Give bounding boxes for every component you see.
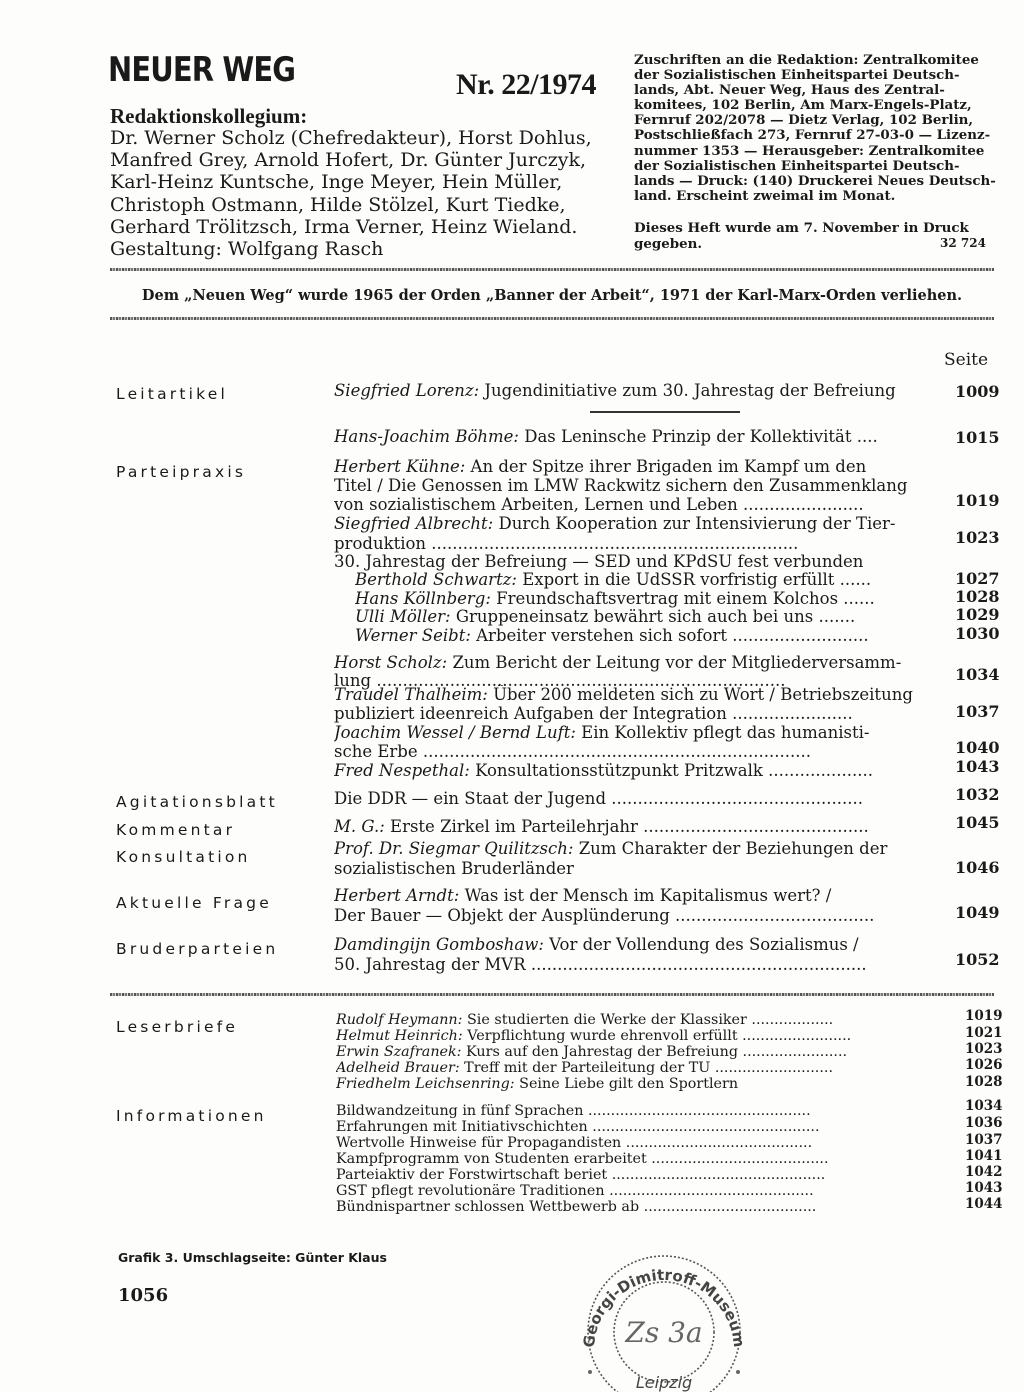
- toc-entry-cont: 50. Jahrestag der MVR ................................................................: [334, 955, 867, 974]
- toc-title: Export in die UdSSR vorfristig erfüllt ......: [516, 570, 872, 589]
- toc-entry[interactable]: [336, 1044, 940, 1060]
- toc-entry[interactable]: [334, 817, 938, 836]
- toc-title: An der Spitze ihrer Brigaden im Kampf um den: [465, 457, 867, 476]
- toc-entry-cont: Der Bauer — Objekt der Ausplünderung ......................................: [334, 906, 875, 925]
- toc-title: Arbeiter verstehen sich sofort ..........................: [470, 626, 869, 645]
- toc-page: 1034: [965, 1098, 1003, 1114]
- toc-author: Adelheid Brauer:: [336, 1060, 460, 1076]
- toc-entry[interactable]: [334, 935, 938, 954]
- contact-line: komitees, 102 Berlin, Am Marx-Engels-Platz,: [634, 97, 972, 114]
- section-leserbriefe: Leserbriefe: [116, 1018, 239, 1036]
- section-leitartikel: Leitartikel: [116, 385, 229, 403]
- toc-entry[interactable]: [334, 427, 938, 446]
- toc-entry[interactable]: [334, 653, 938, 672]
- toc-author: Fred Nespethal:: [334, 761, 470, 780]
- toc-entry[interactable]: [336, 1076, 940, 1092]
- toc-page: 1028: [965, 1074, 1003, 1090]
- toc-author: Prof. Dr. Siegmar Quilitzsch:: [334, 839, 574, 858]
- toc-page: 1040: [955, 738, 1000, 757]
- toc-page: 1052: [955, 950, 1000, 969]
- contact-line: der Sozialistischen Einheitspartei Deutsch-: [634, 157, 960, 174]
- board-line: Dr. Werner Scholz (Chefredakteur), Horst Dohlus,: [110, 127, 592, 149]
- toc-entry[interactable]: [334, 381, 938, 400]
- toc-title: Seine Liebe gilt den Sportlern: [514, 1076, 739, 1092]
- contact-line: Zuschriften an die Redaktion: Zentralkomitee: [634, 52, 979, 68]
- toc-page: 1023: [955, 528, 1000, 547]
- board-line: Christoph Ostmann, Hilde Stölzel, Kurt Tiedke,: [110, 193, 566, 216]
- section-bruderparteien: Bruderparteien: [116, 940, 279, 958]
- toc-author: Joachim Wessel / Bernd Luft:: [334, 723, 576, 742]
- toc-entry-cont: von sozialistischem Arbeiten, Lernen und Leben .......................: [334, 495, 864, 514]
- toc-page: 1029: [955, 605, 1000, 624]
- toc-author: Friedhelm Leichsenring:: [336, 1076, 515, 1092]
- print-line: Dieses Heft wurde am 7. November in Druck: [634, 220, 969, 236]
- toc-page: 1042: [965, 1164, 1003, 1180]
- section-informationen: Informationen: [116, 1107, 267, 1125]
- masthead-title: NEUER WEG: [108, 50, 296, 90]
- toc-title: Jugendinitiative zum 30. Jahrestag der Befreiung: [479, 381, 896, 400]
- toc-page: 1019: [955, 491, 1000, 510]
- toc-page: 1044: [965, 1196, 1003, 1212]
- toc-title: Gruppeneinsatz bewährt sich auch bei uns .......: [450, 607, 856, 626]
- toc-page: 1037: [965, 1132, 1003, 1148]
- contact-info: [634, 53, 994, 204]
- board-line: Manfred Grey, Arnold Hofert, Dr. Günter Jurczyk,: [110, 149, 587, 172]
- toc-title: Freundschaftsvertrag mit einem Kolchos ......: [490, 589, 875, 608]
- toc-title: Erste Zirkel im Parteilehrjahr ...........................................: [384, 817, 869, 836]
- toc-title: Zum Bericht der Leitung vor der Mitgliederversamm-: [447, 653, 902, 672]
- toc-entry-cont: lung ..............................................................................: [334, 671, 786, 690]
- toc-page: 1046: [955, 858, 1000, 877]
- board-line: Karl-Heinz Kuntsche, Inge Meyer, Hein Müller,: [110, 171, 563, 194]
- toc-entry[interactable]: Kampfprogramm von Studenten erarbeitet .......................................: [336, 1151, 829, 1167]
- toc-author: Siegfried Lorenz:: [334, 381, 480, 400]
- toc-entry-cont: sozialistischen Bruderländer: [334, 859, 574, 878]
- toc-author: Berthold Schwartz:: [355, 570, 517, 589]
- toc-entry[interactable]: [334, 514, 938, 533]
- toc-page: 1030: [955, 624, 1000, 643]
- section-kommentar: Kommentar: [116, 821, 236, 839]
- toc-entry-cont: produktion ......................................................................: [334, 534, 799, 553]
- toc-page: 1036: [965, 1115, 1003, 1131]
- contact-line: Fernruf 202/2078 — Dietz Verlag, 102 Berlin,: [634, 112, 974, 129]
- toc-page: 1037: [955, 702, 1000, 721]
- contact-line: der Sozialistischen Einheitspartei Deutsch-: [634, 67, 960, 84]
- toc-title: Verpflichtung wurde ehrenvoll erfüllt ........................: [462, 1028, 852, 1044]
- toc-author: Hans Köllnberg:: [355, 589, 491, 608]
- page-number: 1056: [118, 1285, 169, 1306]
- section-parteipraxis: Parteipraxis: [116, 463, 247, 481]
- toc-title: Zum Charakter der Beziehungen der: [573, 839, 888, 858]
- toc-entry[interactable]: [334, 839, 938, 858]
- toc-page: 1043: [955, 757, 1000, 776]
- toc-entry[interactable]: [355, 626, 938, 645]
- contact-line: nummer 1353 — Herausgeber: Zentralkomitee: [634, 142, 985, 159]
- toc-title: Konsultationsstützpunkt Pritzwalk ....................: [469, 761, 874, 780]
- toc-title: Kurs auf den Jahrestag der Befreiung .......................: [461, 1044, 848, 1060]
- toc-title: Durch Kooperation zur Intensivierung der Tier-: [493, 514, 896, 533]
- toc-page: 1026: [965, 1057, 1003, 1073]
- toc-entry-cont: publiziert ideenreich Aufgaben der Integration .......................: [334, 704, 853, 723]
- toc-author: M. G.:: [334, 817, 385, 836]
- toc-author: Helmut Heinrich:: [336, 1028, 463, 1044]
- toc-title: Sie studierten die Werke der Klassiker ..................: [462, 1012, 834, 1028]
- stamp-city: Leipzig: [635, 1373, 693, 1392]
- toc-entry[interactable]: Wertvolle Hinweise für Propagandisten .........................................: [336, 1135, 813, 1151]
- toc-page: 1043: [965, 1180, 1003, 1196]
- toc-title: Treff mit der Parteileitung der TU ..........................: [459, 1060, 833, 1076]
- toc-page: 1019: [965, 1008, 1003, 1024]
- board-line: Gestaltung: Wolfgang Rasch: [110, 238, 384, 261]
- toc-title: Ein Kollektiv pflegt das humanisti-: [575, 723, 870, 742]
- toc-title: Das Leninsche Prinzip der Kollektivität ....: [518, 427, 878, 446]
- section-konsultation: Konsultation: [116, 848, 251, 866]
- section-agitationsblatt: Agitationsblatt: [116, 793, 278, 811]
- toc-author: Erwin Szafranek:: [336, 1044, 462, 1060]
- divider: [110, 993, 994, 996]
- contact-line: lands — Druck: (140) Druckerei Neues Deutsch-: [634, 172, 996, 189]
- page-column-label: Seite: [944, 350, 989, 370]
- toc-author: Herbert Arndt:: [334, 886, 460, 905]
- toc-entry[interactable]: [355, 607, 938, 626]
- editorial-board-label: Redaktionskollegium:: [110, 104, 308, 128]
- toc-entry[interactable]: Erfahrungen mit Initiativschichten ..................................................: [336, 1119, 820, 1135]
- toc-entry[interactable]: [334, 723, 938, 742]
- toc-author: Ulli Möller:: [355, 607, 451, 626]
- toc-entry[interactable]: [334, 685, 938, 704]
- toc-author: Rudolf Heymann:: [336, 1012, 463, 1028]
- toc-entry-cont: Titel / Die Genossen im LMW Rackwitz sichern den Zusammenklang: [334, 476, 908, 495]
- toc-entry[interactable]: [355, 589, 938, 608]
- print-line: gegeben.: [634, 235, 703, 252]
- issue-number: Nr. 22/1974: [456, 68, 597, 101]
- toc-author: Werner Seibt:: [355, 626, 471, 645]
- divider: [110, 268, 994, 271]
- toc-author: Hans-Joachim Böhme:: [334, 427, 519, 446]
- toc-entry[interactable]: [334, 761, 938, 780]
- toc-entry[interactable]: GST pflegt revolutionäre Traditionen .............................................: [336, 1183, 814, 1199]
- graphic-credit: Grafik 3. Umschlagseite: Günter Klaus: [118, 1250, 387, 1265]
- toc-page: 1032: [955, 785, 1000, 804]
- toc-subheading: 30. Jahrestag der Befreiung — SED und KPdSU fest verbunden: [334, 552, 864, 571]
- toc-author: Traudel Thalheim:: [334, 685, 488, 704]
- toc-page: 1023: [965, 1041, 1003, 1057]
- toc-author: Herbert Kühne:: [334, 457, 466, 476]
- toc-entry[interactable]: [336, 1060, 940, 1076]
- toc-entry-cont: sche Erbe ..........................................................................: [334, 742, 811, 761]
- contact-line: lands, Abt. Neuer Weg, Haus des Zentral-: [634, 82, 945, 99]
- toc-page: 1009: [955, 382, 1000, 401]
- award-note: Dem „Neuen Weg“ wurde 1965 der Orden „Banner der Arbeit“, 1971 der Karl-Marx-Orden verliehen.: [141, 287, 963, 304]
- toc-page: 1021: [965, 1025, 1003, 1041]
- divider: [590, 411, 740, 413]
- toc-entry[interactable]: [334, 886, 938, 905]
- toc-entry[interactable]: Parteiaktiv der Forstwirtschaft beriet ...............................................: [336, 1167, 826, 1183]
- contact-line: Postschließfach 273, Fernruf 27-03-0 — Lizenz-: [634, 127, 991, 144]
- toc-entry[interactable]: [355, 570, 938, 589]
- toc-page: 1045: [955, 813, 1000, 832]
- toc-page: 1015: [955, 428, 1000, 447]
- toc-page: 1027: [955, 569, 1000, 588]
- stamp-ring-text: Georgi-Dimitroff-Museum: [579, 1265, 749, 1349]
- toc-entry[interactable]: Bündnispartner schlossen Wettbewerb ab ......................................: [336, 1199, 817, 1215]
- board-line: Gerhard Trölitzsch, Irma Verner, Heinz Wieland.: [110, 215, 578, 238]
- section-aktuelle-frage: Aktuelle Frage: [116, 894, 272, 912]
- toc-page: 1049: [955, 903, 1000, 922]
- stamp-handwriting: Zs 3a: [625, 1316, 703, 1349]
- toc-entry[interactable]: [336, 1028, 940, 1044]
- print-code: 32 724: [940, 236, 986, 250]
- toc-page: 1041: [965, 1148, 1003, 1164]
- toc-title: Über 200 meldeten sich zu Wort / Betriebszeitung: [487, 685, 913, 704]
- toc-page: 1028: [955, 587, 1000, 606]
- toc-author: Horst Scholz:: [334, 653, 448, 672]
- toc-title: Vor der Vollendung des Sozialismus /: [543, 935, 859, 954]
- contact-line: land. Erscheint zweimal im Monat.: [634, 187, 896, 204]
- toc-entry[interactable]: Bildwandzeitung in fünf Sprachen .................................................: [336, 1103, 811, 1119]
- toc-title: Was ist der Mensch im Kapitalismus wert? /: [459, 886, 832, 905]
- museum-stamp-icon: [562, 1232, 762, 1392]
- divider: [110, 317, 994, 320]
- toc-entry[interactable]: [336, 1012, 940, 1028]
- toc-entry[interactable]: Die DDR — ein Staat der Jugend ................................................: [334, 789, 863, 808]
- toc-entry[interactable]: [334, 457, 938, 476]
- toc-author: Damdingijn Gomboshaw:: [334, 935, 544, 954]
- toc-author: Siegfried Albrecht:: [334, 514, 494, 533]
- editorial-board-list: [110, 127, 610, 260]
- toc-page: 1034: [955, 665, 1000, 684]
